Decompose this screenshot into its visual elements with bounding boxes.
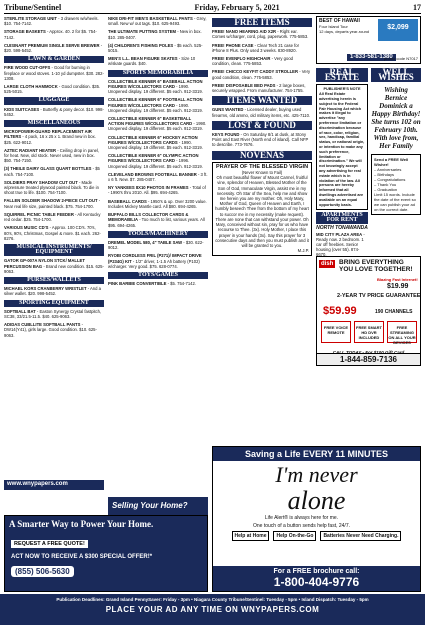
section-heading-sports: SPORTS MEMORABILIA [108,70,208,77]
life-alert-headline-2: alone [287,486,346,515]
section-heading-wanted: ITEMS WANTED [212,96,312,105]
free-smart-dvr: FREE SMART HD DVR INCLUDED [354,321,384,343]
classified-item: SOLDIERS PRAY SHADOW CUT OUT - Made w/pressure treated plywood painted black. To die in shoot true to life. $100. 754-7100. [4,179,99,196]
classified-item: RYOBI CORDLESS FRIL (P271)/ IMPACT DRIVE (P234G) KIT - 1/2" driver, 1-1.5 Ah battery (P102) w/charger. Very good. $75. 628-0774. [108,253,202,269]
section-heading-free: FREE ITEMS [212,18,312,27]
footer [0,594,425,625]
classified-item: (3) THEILE DAIRY GLASS QUART BOTTLES - $5 each. 754-7100. [4,166,100,177]
help-at-home: Help at Home [232,531,270,541]
section-heading-luggage: LUGGAGE [4,97,104,104]
classified-item: KIDS SUITCASES - Butterfly & pony decor. $10. 998-5452. [4,106,104,117]
section-heading-lost: LOST & FOUND [212,121,312,130]
masthead [4,2,421,14]
column-1 [4,16,104,341]
generac-title: A Smarter Way to Power Your Home. [9,519,154,529]
apts-sub: NORTH TONAWANDA [316,225,368,232]
classified-item: STERLITE STORAGE UNIT - 3 drawers w/wheels. $10. 754-7142. [4,16,99,27]
well-wisher-form: Send a FREE Well Wisher! – Anniversaries – Birthdays – Congratulations – Thank You – Graduation Limit 15 words. Include the date of the event so we can publish your ad on the correct date. [371,154,421,215]
hawaii-travel-ad [316,16,421,64]
dish-network-ad [316,256,421,366]
classified-item: NY YANKEES 8X10 PHOTOS IN FRAMES - Total of - 1990's thru 2010. All. $95. 694-4265. [108,185,206,196]
classified-item: KEYS FOUND - On Saturday 8/1 at dusk, at Stony Point and East River (North end of island). Call NFP to describe. 773-7676. [212,132,309,148]
classified-item: MID CITY PLAZA AREA - Ready now. 2 bedroom. 1 car off freebies. Senior housing (over 55). 874-6670. [316,231,365,258]
paper-name: Tribune/Sentinel [4,3,62,12]
brochure-phone[interactable]: 1-800-404-9776 [273,575,360,589]
classified-item: MICROPOWER-GUARD REPLACEMENT AIR FILTERS - 4 pack, 16 x 25 x 1. Brand new in box. $25. 622-9012. [4,129,96,145]
classified-item: MICHAEL KORS CRANBERRY WRISTLET - And a silver wallet. $20. 998-5452. [4,286,101,297]
life-alert-ad [212,446,421,592]
classified-item: (4) CHILDREN'S FISHING POLES - $5 each. 525-5015. [108,42,203,54]
classified-item: PINK BARBIE CONVERTIBLE - $5. 754-7142. [108,281,196,287]
classified-item: ADIDAS CUBLLITE SOFTBALL PANTS - DW14(Y41), girls large. Good condition. $10. 625-9063. [4,322,97,338]
free-streaming: FREE STREAMING ON ALL YOUR DEVICES [387,321,417,343]
classified-item: AZTEC RADIANT HEATER - Ceiling drop in panel, for heat. New, old stock. Never used, new in box. $50. 754-7150. [4,147,100,164]
section-heading-lawn: LAWN & GARDEN [4,56,104,63]
classified-item: SOFTBALL BAT - Easton Synergy Crystal fastpitch, SC38, 33/21.5-11.5. $40. 625-9063. [4,308,102,319]
classified-item: NIKE DRI-FIT MEN'S BASKETBALL PANTS - Grey, small. New w/ out tags. $10. 625-9493. [108,16,207,27]
prayer-text: Oh most beautiful flower of Mount Carmel, fruitful vine, splendor of Heaven, Blessed Mother of the Son of God, Immaculate Virgin, assist me in my necessity. Oh Star of the Sea, help me and show me herein you are my mother. Oh, Holy Mary, Mother of God, Queen of Heaven and Earth, I humbly beseech Thee from the bottom of my heart to succor me in my necessity (make request). There are none that can withstand your power. Oh Mary, conceived without sin, pray for us who have recourse to Thee. (3x). Holy Mother, I place this prayer in your hands (3x). Say this prayer for 3 consecutive days and then you must publish and it will be granted to you. [215,175,309,248]
classified-item: COLLECTIBLE KENNER 6" FOOTBALL ACTION FIGURES W/COLLECTORS CARD - 1990. Unopened display. 19 different. $5 each. 912-3319. [108,97,203,113]
dish-guarantee: 2-YEAR TV PRICE GUARANTEE [337,293,421,299]
dish-logo: dish [321,261,334,267]
dish-channels: 190 CHANNELS [375,309,413,315]
dish-phone[interactable]: 1-844-859-7136 [317,353,420,365]
life-alert-line-1: Life Alert® is always here for me. [264,515,339,521]
place-ad-banner[interactable]: PLACE YOUR AD ANY TIME ON WNYPAPERS.COM [105,605,320,614]
hawaii-ad-phone: 1-833-581-1380 [347,54,396,61]
issue-date: Friday, February 5, 2021 [194,3,280,12]
section-heading-sporting: SPORTING EQUIPMENT [4,300,104,307]
classified-item: FREE! NANO HEARING AID X2R - Right ear. Comes w/charger, cord, plug, paperwork. 775-5853. [212,29,309,40]
classified-item: BASEBALL CARDS - 1950's & up. Over 3200 value. Includes Mickey Mantle card. All $80. 694-4265. [108,198,207,209]
classified-item: SQUIRREL PICNIC TABLE FEEDER - All Kentucky red cedar. $25. 754-1700. [4,211,101,223]
section-heading-apts: APARTMENTS FOR RENT [316,212,368,224]
section-heading-purses: PURSES/WALLETS [4,277,104,284]
classified-item: STORAGE BASKETS - Approx. 40. 2 for $5. 754-7142. [4,29,97,40]
classified-item: FREE! CHICCO KEYFIT CADDY STROLLER - Very good condition, clean. 775-5853. [212,69,311,80]
brochure-label: For a FREE brochure call: [273,568,360,575]
website-banner[interactable]: www.wnypapers.com [4,480,104,490]
hawaii-ad-promo: promo code N7017 [383,55,418,61]
classified-item: FALLEN SOLDIER SHADOW 2-PIECE CUT OUT - Near real life size, painted black. $75. 754-1700. [4,198,101,209]
prayer-signature: M.J.P. [297,248,309,254]
dish-tv-price: $59.99 [323,305,357,317]
classified-item: GUNS WANTED - Licensed dealer, buying used firearms, old ammo, old military items, etc. 425-7110. [212,107,311,118]
well-wish-message: Wishing Bernice Dominick a Happy Birthday! She turns 102 on February 10th. With love from, Her Family [371,86,421,151]
dish-speed: Blazing Fast Internet! [377,277,418,282]
classified-item: BUFFALO BILLS COLLECTOR CARDS & MEMORABILIA - Too much to list, various years. All $95. 694-4265. [108,212,205,228]
hawaii-ad-sub1: Four Island Tour [319,24,348,30]
classified-item: FREE! EVENFLO HIGHCHAIR - Very good condition, clean. 775-5853. [212,56,293,67]
prayer-title: PRAYER OF THE BLESSED VIRGIN [215,163,309,170]
life-alert-banner: Saving a Life EVERY 11 MINUTES [213,447,420,461]
prayer-box [212,162,312,256]
brochure-box [213,566,420,591]
batteries-note: Batteries Never Need Charging. [320,531,401,541]
classified-item: COLLECTIBLE KENNER 6" BASKETBALL ACTION FIGURES W/COLLECTORS CARD - 1990. Unopened display. 19 different. $5 each. 912-3319. [108,116,207,132]
section-heading-tools: TOOLS/MACHINERY [108,231,208,238]
hawaii-ad-sub2: 12 days, departs year-round [319,29,370,35]
classified-item: FREE! PHONE CASE - Clear Tech 21 case for iPhone 8 Plus. Only used 3 weeks. 830-8920. [212,42,299,53]
classified-item: FREE! DISPOSABLE BED PADS - 2 large boxes, securely wrapped. From manufacturer. 754-1755. [212,82,306,94]
quote-button[interactable]: REQUEST A FREE QUOTE! [11,540,88,548]
classified-item: DREMEL MODEL 580, 4" TABLE SAW - $30. 622-9012. [108,239,204,251]
generac-phone[interactable]: (855) 506-5630 [11,566,74,577]
help-on-the-go: Help On-the-Go [273,531,316,541]
dish-internet-price: $19.99 [387,283,409,290]
classified-item: COLLECTIBLE KENNER 6" BASEBALL ACTION FIGURES W/COLLECTORS CARD - 1990. Unopened display. 19 different. $5 each. 912-3319. [108,78,203,95]
classified-item: LARGE CLOTH HAMMOCK - Good condition. $35. 525-5015. [4,84,101,95]
publishers-note: PUBLISHER'S NOTE All Real Estate advertising herein is subject to the Federal Fair Housing Act which makes it illegal to advertise "any preference limitation or discrimination because of race, color, religion, sex, handicap, familial status, or national origin, or intention to make any such preference, limitation or discrimination." We will not knowingly accept any advertising for real estate which is in violation of the law. All persons are hereby informed that all dwellings advertised are available on an equal opportunity basis. [316,84,368,210]
generac-offer: ACT NOW TO RECEIVE A $300 SPECIAL OFFER!* [11,554,153,560]
column-4 [316,16,421,215]
column-3 [212,16,312,256]
classified-item: COLLECTIBLE KENNER 6" HOCKEY ACTION FIGURES W/COLLECTORS CARDS - 1990. Unopened display. 19 different. $5 each. 912-3319. [108,134,203,151]
hawaii-ad-price: $2,099 [378,19,418,41]
prayer-subtitle: (Never Known to Fail) [241,170,283,176]
classified-item: VARIOUS MUSIC CD'S - Approx. 100 CD's. 70's, 80's, 90's, Christmas, Gospel & more. $1 each. 262-8276. [4,225,101,241]
classified-item: CUISINART PREMIUM SINGLE SERVE BREWER - $20. 598-5452. [4,42,103,54]
section-heading-music: MUSICAL INSTRUMENTS/ EQUIPMENT [4,244,104,256]
life-alert-headline-1: I'm never [275,462,358,487]
section-heading-wishes: WELL WISHES [371,68,421,82]
section-heading-toys: TOYS/GAMES [108,272,208,279]
dish-headline: BRING EVERYTHING YOU LOVE TOGETHER! [339,259,413,273]
column-2 [108,16,208,289]
life-alert-line-2: One touch of a button sends help fast, 24/7. [252,523,350,529]
classified-item: MEN'S L.L. BEAN FIGURE SKATES - Size 10 w/skate guards. $40. [108,56,196,67]
section-heading-misc: MISCELLANEOUS [4,120,104,127]
page-number: 17 [413,3,421,12]
classified-item: FIRE WOOD CUT-OFFS - Good for burning in fireplace or wood stoves. 1-10 yd dumpster. $30. 282-1308. [4,65,104,81]
classified-item: COLLECTIBLE KENNER 6" OLYMPIC ACTION FIGURES W/COLLECTORS CARD - 1996. Unopened display. 19 different. $5 each. 912-3319. [108,153,203,169]
classified-item: CLEVELAND BROWNS FOOTBALL BANNER - 3 ft. x 6 ft. New. $7. 285-0407. [108,171,208,183]
section-heading-realestate: REAL ESTATE [316,68,368,82]
free-voice-remote: FREE VOICE REMOTE [321,321,351,343]
section-heading-novenas: NOVENAS [212,151,312,160]
apartments-section [316,210,368,261]
selling-home-banner: Selling Your Home? [108,497,208,515]
hawaii-ad-title: BEST OF HAWAII [319,18,360,24]
classified-item: THE ULTIMATE PUTTING SYSTEM - New in box. $10. 285-0407. [108,29,202,40]
generac-ad [4,515,208,592]
deadlines: Publication Deadlines: Grand Island PennySaver: Friday - 3pm • Niagara County Tribune/Sentinel: Tuesday - 5pm • Island Dispatch: Tuesday - 5pm [56,597,369,602]
classified-item: GATOR GP-007A NYLON STCK/ MALLET PERCUSSION BAG - Brand new condition. $15. 625-9063. [4,258,104,274]
